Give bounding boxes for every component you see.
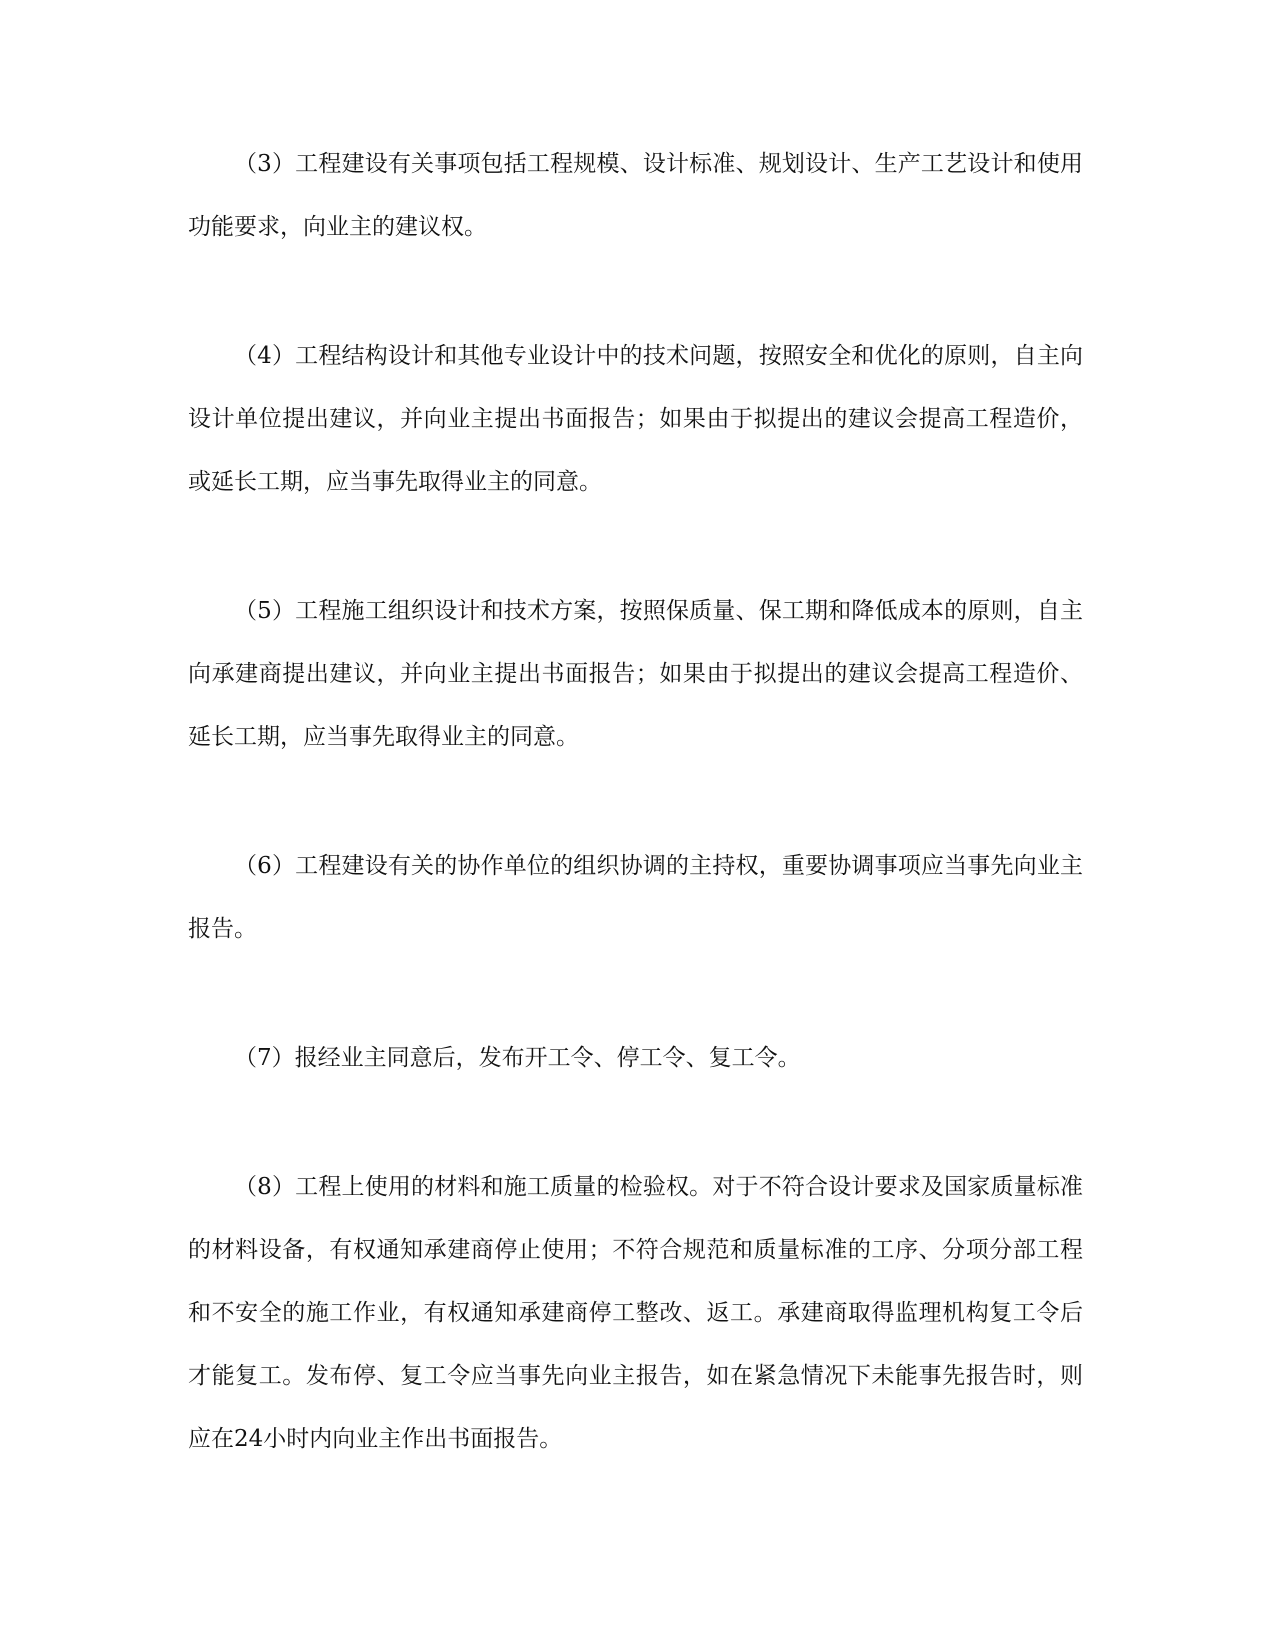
document-body bbox=[188, 133, 1083, 1537]
paragraph-item-3: （3）工程建设有关事项包括工程规模、设计标准、规划设计、生产工艺设计和使用功能要求，向业主的建议权。 bbox=[188, 151, 1083, 240]
paragraph-item-6: （6）工程建设有关的协作单位的组织协调的主持权，重要协调事项应当事先向业主报告。 bbox=[188, 853, 1083, 942]
paragraph-item-5: （5）工程施工组织设计和技术方案，按照保质量、保工期和降低成本的原则，自主向承建商提出建议，并向业主提出书面报告；如果由于拟提出的建议会提高工程造价、延长工期，应当事先取得业主的同意。 bbox=[188, 598, 1083, 750]
paragraph-item-7: （7）报经业主同意后，发布开工令、停工令、复工令。 bbox=[234, 1045, 801, 1071]
paragraph-item-8: （8）工程上使用的材料和施工质量的检验权。对于不符合设计要求及国家质量标准的材料设备，有权通知承建商停止使用；不符合规范和质量标准的工序、分项分部工程和不安全的施工作业，有权通知承建商停工整改、返工。承建商取得监理机构复工令后才能复工。发布停、复工令应当事先向业主报告，如在紧急情况下未能事先报告时，则应在24小时内向业主作出书面报告。 bbox=[188, 1174, 1083, 1452]
paragraph-item-4: （4）工程结构设计和其他专业设计中的技术问题，按照安全和优化的原则，自主向设计单位提出建议，并向业主提出书面报告；如果由于拟提出的建议会提高工程造价，或延长工期，应当事先取得业主的同意。 bbox=[188, 343, 1083, 495]
